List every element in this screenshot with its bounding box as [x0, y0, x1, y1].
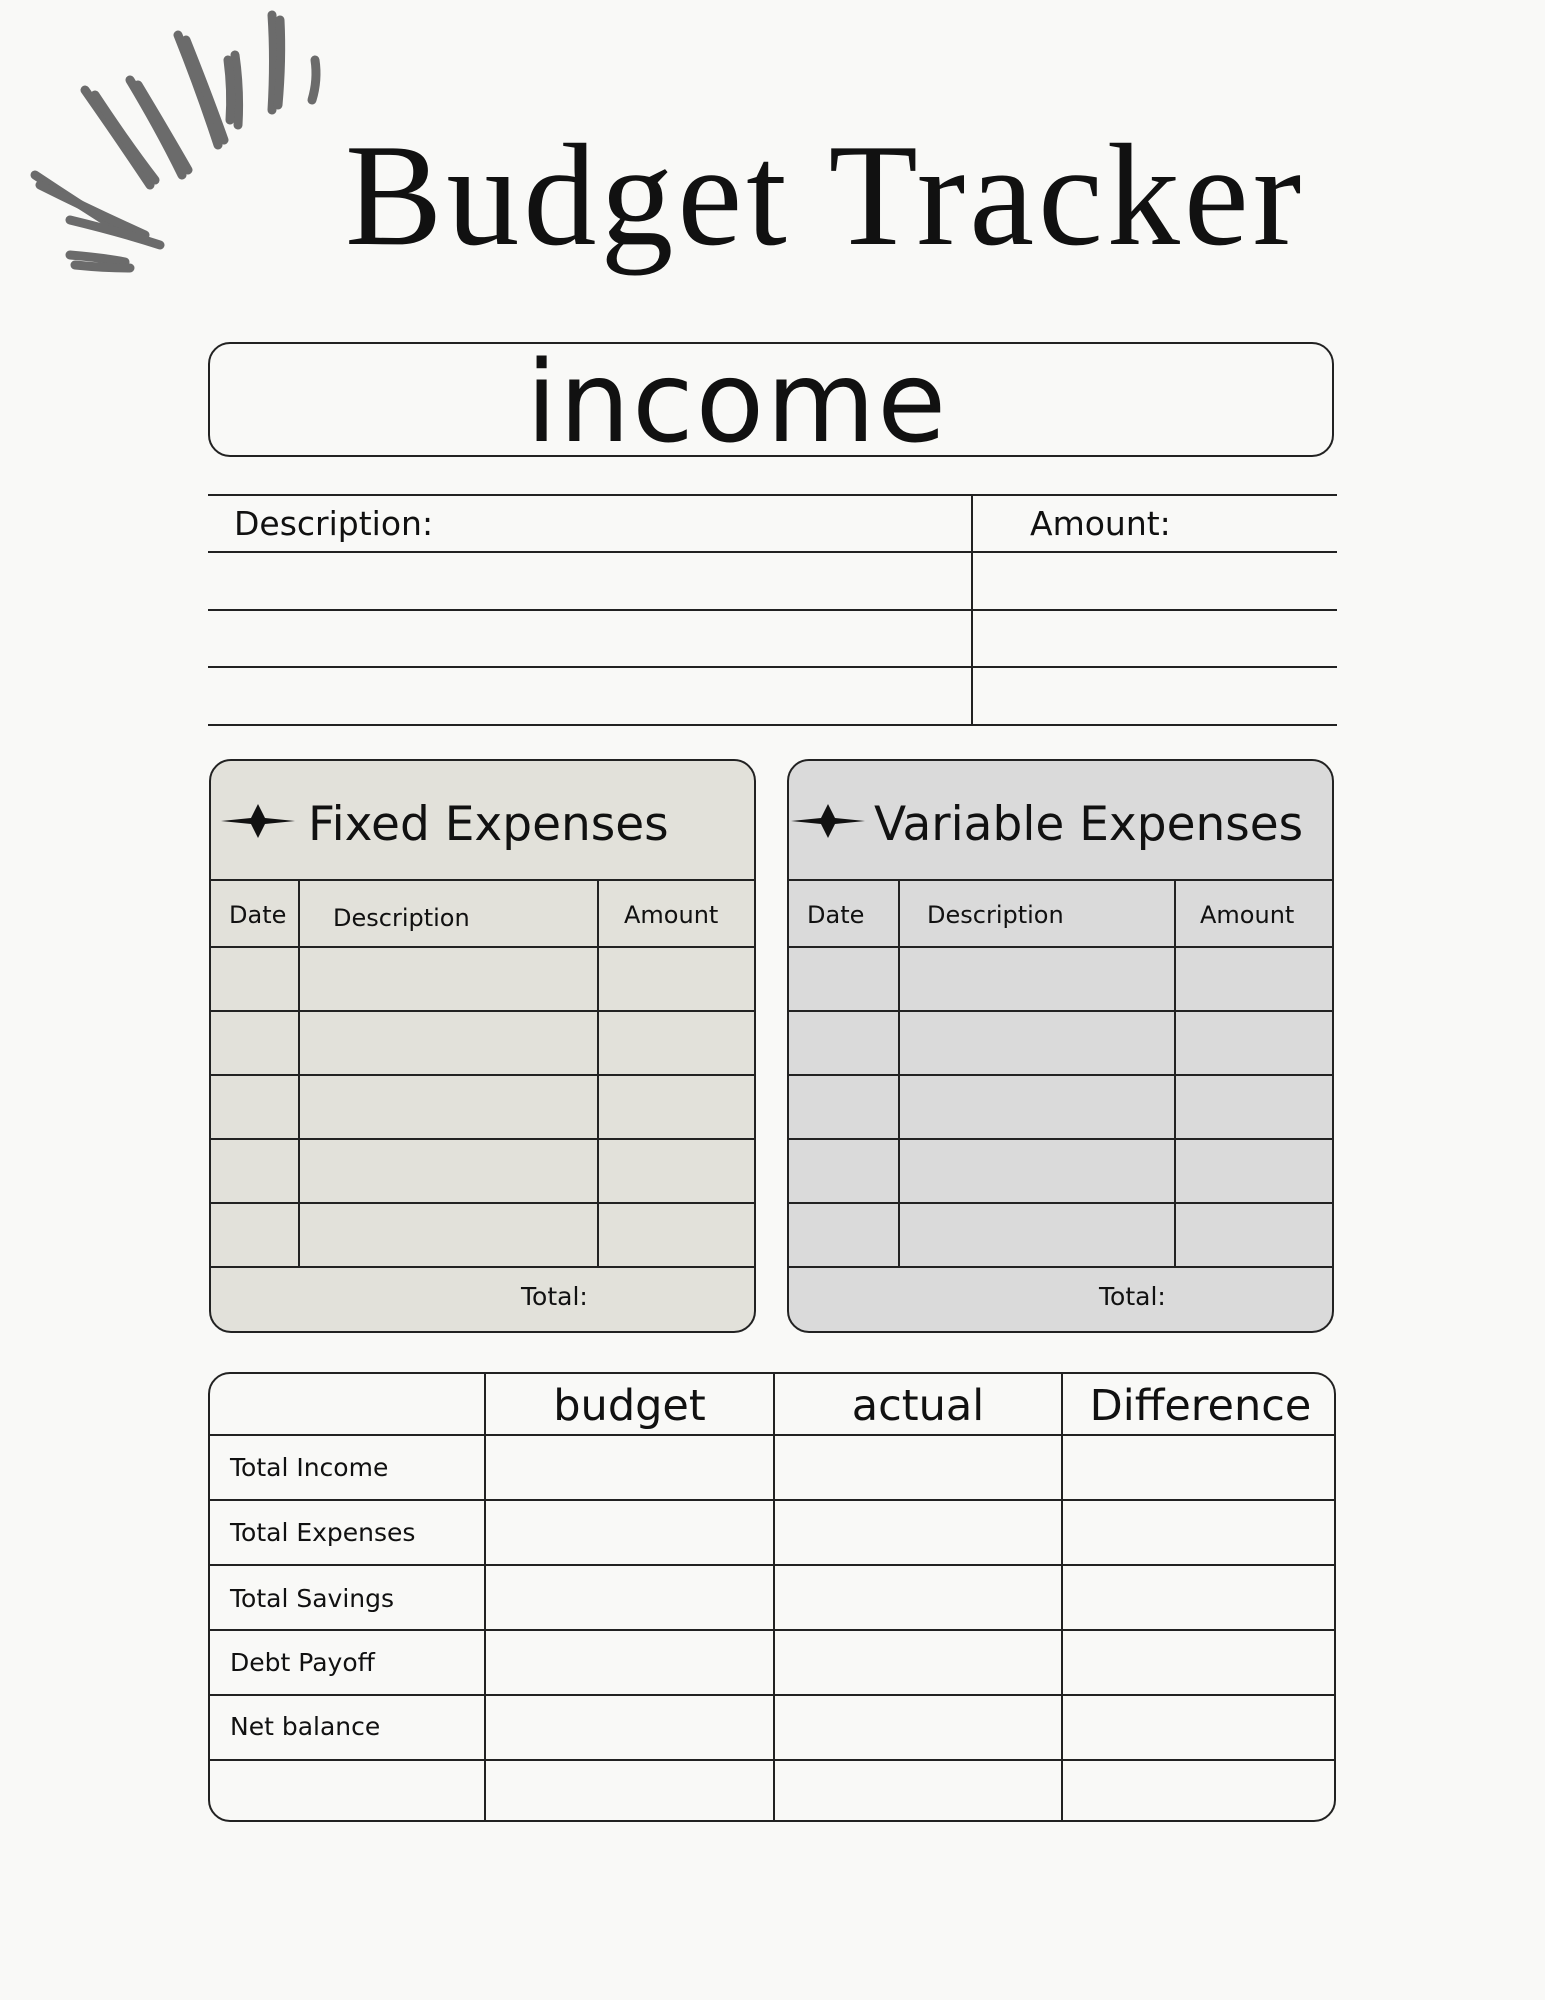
- income-description-header: Description:: [234, 504, 434, 543]
- fixed-row-rule: [211, 1138, 754, 1140]
- summary-column-divider: [484, 1374, 486, 1820]
- income-table-rule: [208, 666, 1337, 668]
- summary-column-divider: [773, 1374, 775, 1820]
- summary-row-rule: [210, 1434, 1334, 1436]
- summary-column-divider: [1061, 1374, 1063, 1820]
- summary-row-rule: [210, 1629, 1334, 1631]
- variable-row-rule: [789, 946, 1332, 948]
- income-table: [208, 494, 1337, 726]
- variable-row-rule: [789, 1202, 1332, 1204]
- summary-row-label: Debt Payoff: [230, 1648, 375, 1677]
- summary-row-label: Total Expenses: [230, 1518, 416, 1547]
- variable-expenses-panel: [787, 759, 1334, 1333]
- sparkle-lines-icon: [10, 0, 340, 290]
- income-table-rule: [208, 551, 1337, 553]
- income-amount-header: Amount:: [1030, 504, 1171, 543]
- fixed-expenses-title-bar: [211, 761, 754, 881]
- four-point-star-icon: [221, 804, 295, 838]
- fixed-total-label: Total:: [521, 1282, 588, 1311]
- fixed-amount-header: Amount: [624, 901, 719, 929]
- summary-row-rule: [210, 1694, 1334, 1696]
- summary-row-rule: [210, 1499, 1334, 1501]
- four-point-star-icon: [791, 804, 865, 838]
- summary-difference-header: Difference: [1089, 1381, 1312, 1431]
- income-table-rule: [208, 494, 1337, 496]
- fixed-description-header: Description: [333, 904, 470, 932]
- summary-row-label: Total Income: [230, 1453, 389, 1482]
- income-table-rule: [208, 609, 1337, 611]
- summary-row-rule: [210, 1759, 1334, 1761]
- fixed-row-rule: [211, 946, 754, 948]
- variable-row-rule: [789, 1138, 1332, 1140]
- variable-date-header: Date: [807, 901, 865, 929]
- fixed-expenses-title: Fixed Expenses: [308, 797, 669, 852]
- summary-row-rule: [210, 1564, 1334, 1566]
- variable-row-rule: [789, 1010, 1332, 1012]
- variable-row-rule: [789, 1266, 1332, 1268]
- page-title: Budget Tracker: [345, 114, 1306, 276]
- income-header-box: [208, 338, 1334, 468]
- summary-actual-header: actual: [851, 1381, 985, 1431]
- fixed-row-rule: [211, 1074, 754, 1076]
- fixed-expenses-panel: [209, 759, 756, 1333]
- variable-row-rule: [789, 1074, 1332, 1076]
- fixed-row-rule: [211, 1010, 754, 1012]
- summary-budget-header: budget: [553, 1381, 706, 1431]
- summary-table: [208, 1372, 1336, 1822]
- variable-total-label: Total:: [1099, 1282, 1166, 1311]
- variable-expenses-title-bar: [789, 761, 1332, 881]
- variable-amount-header: Amount: [1200, 901, 1295, 929]
- income-heading: income: [526, 338, 949, 468]
- variable-description-header: Description: [927, 901, 1064, 929]
- fixed-row-rule: [211, 1202, 754, 1204]
- income-table-divider: [971, 494, 973, 726]
- fixed-row-rule: [211, 1266, 754, 1268]
- summary-row-label: Net balance: [230, 1712, 381, 1741]
- variable-expenses-title: Variable Expenses: [874, 797, 1304, 852]
- summary-row-label: Total Savings: [230, 1584, 395, 1613]
- fixed-date-header: Date: [229, 901, 287, 929]
- income-table-rule: [208, 724, 1337, 726]
